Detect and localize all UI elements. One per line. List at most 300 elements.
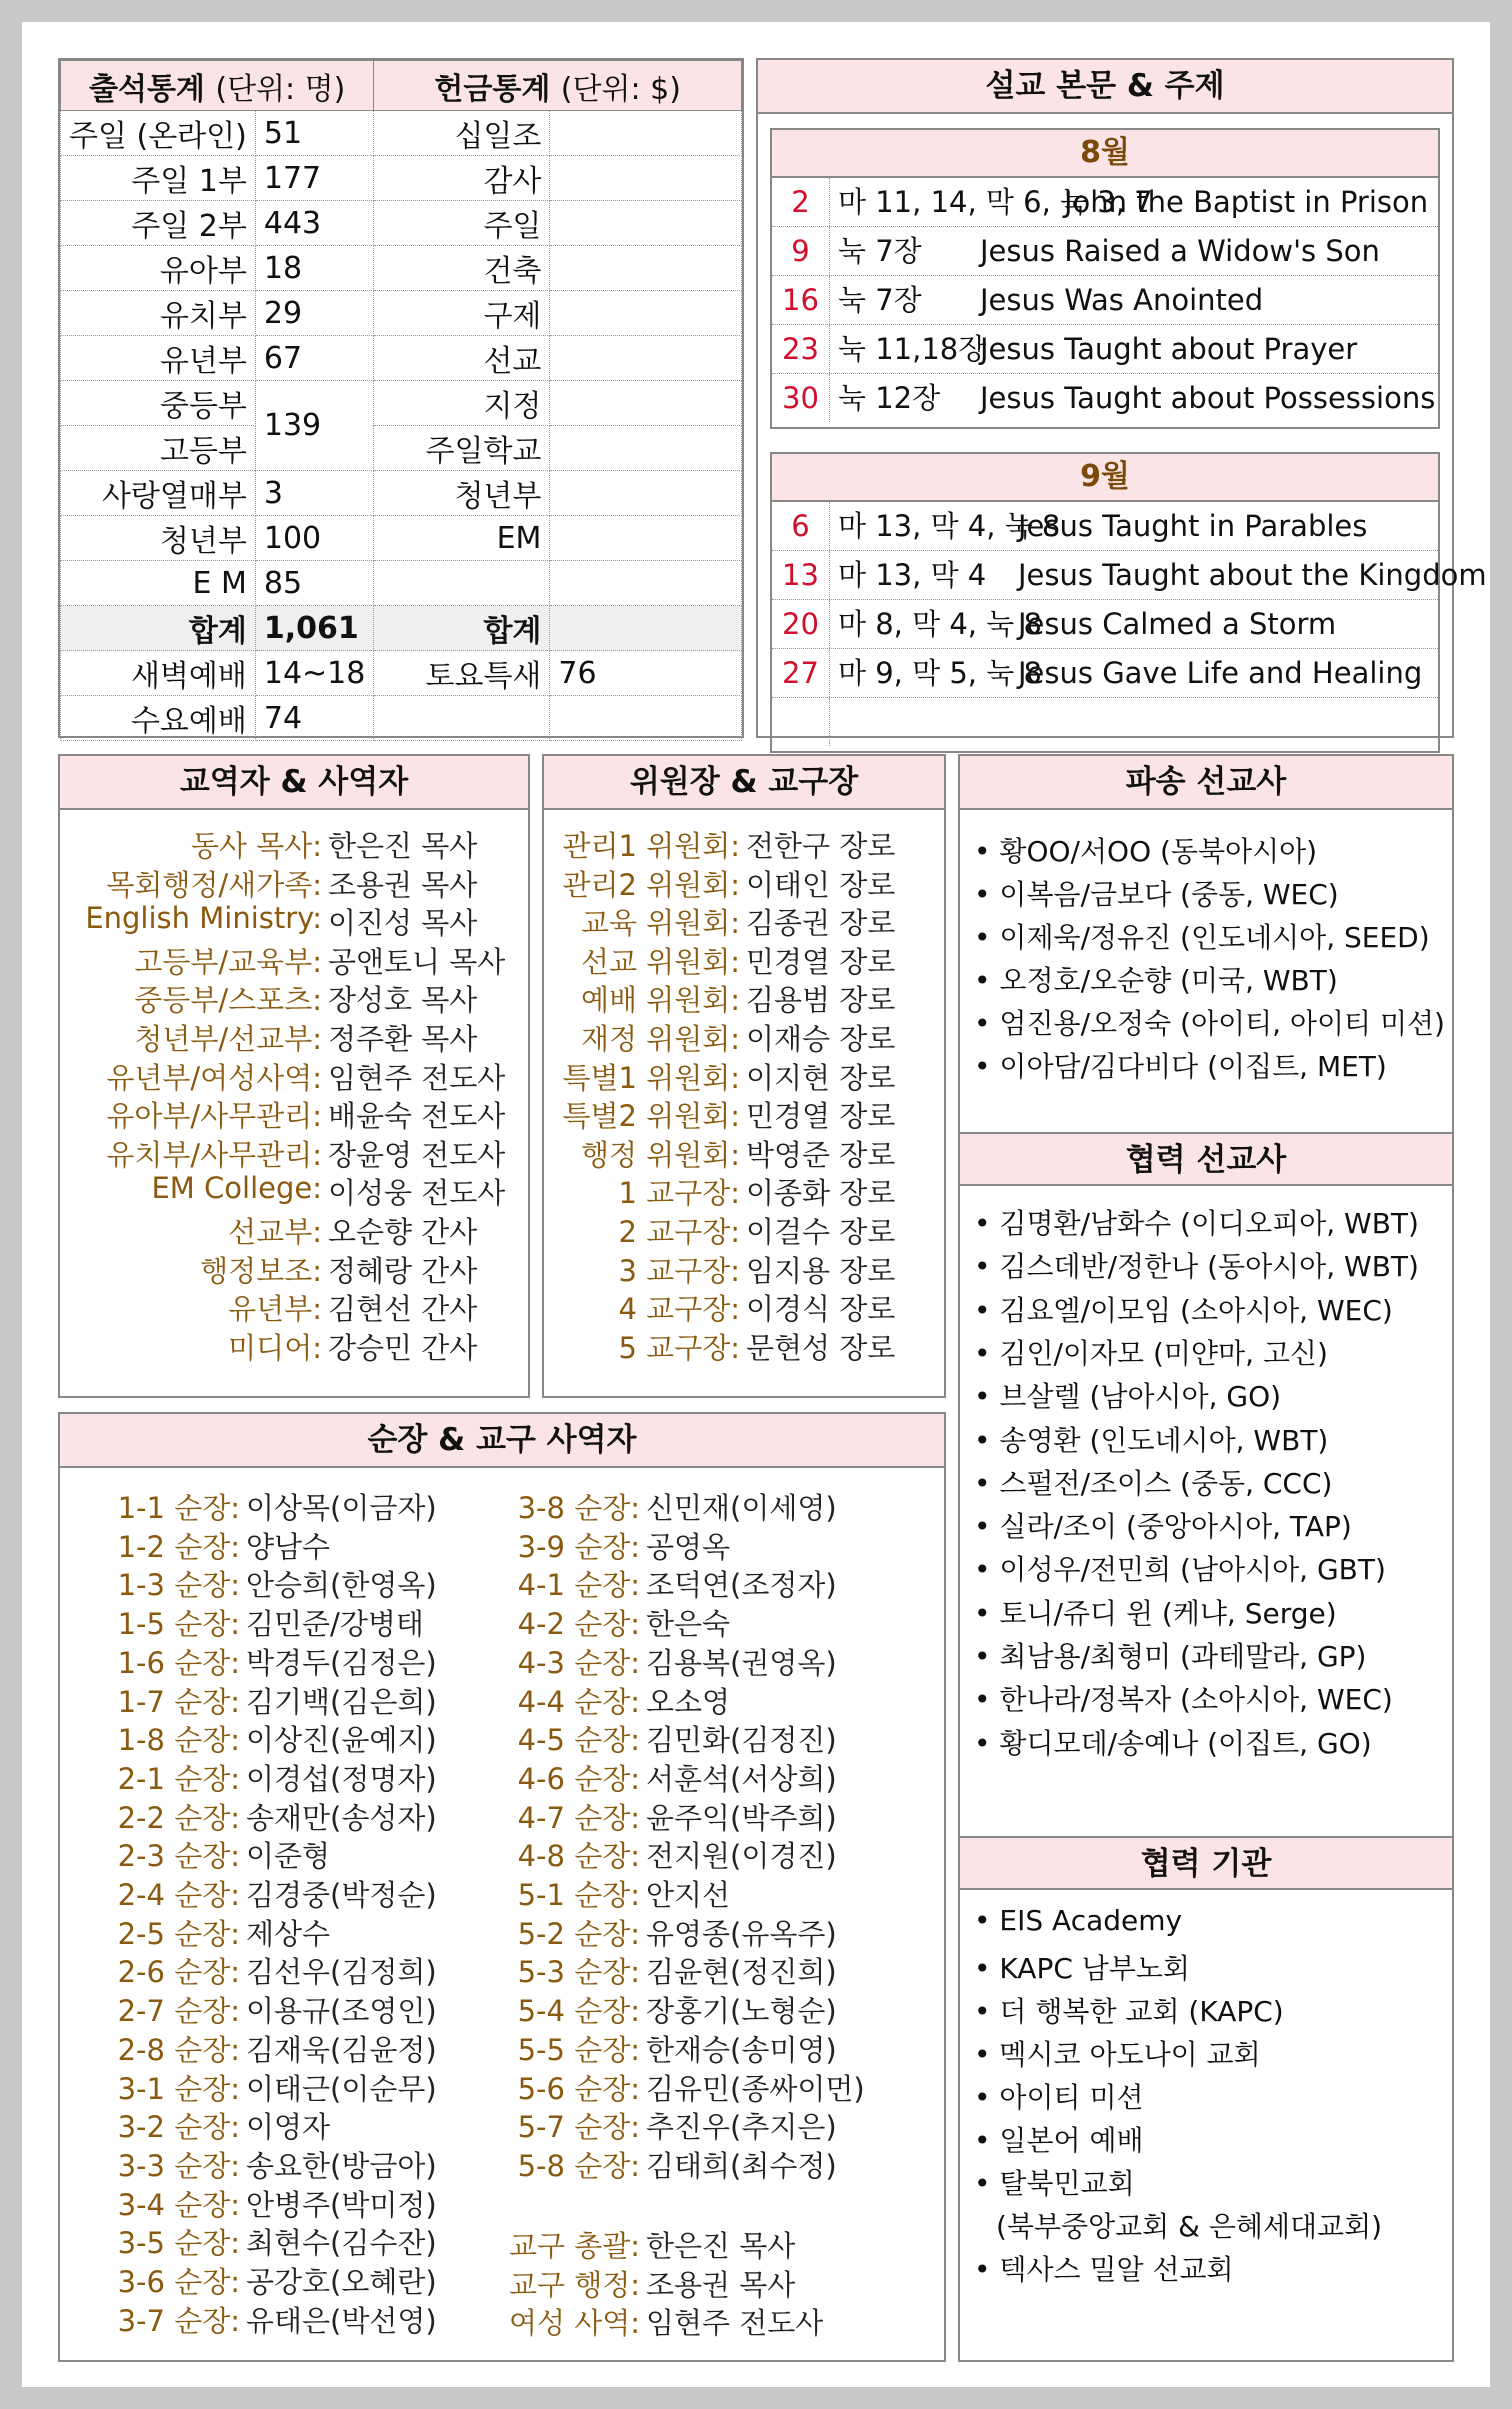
person-name: 안승희(한영옥) (246, 1568, 437, 1603)
partner-missionaries-title: 협력 선교사 (960, 1132, 1452, 1186)
bullet-icon: • (974, 2081, 1000, 2114)
person-name: 민경열 장로 (746, 1099, 896, 1134)
person-name: 이용규(조영인) (246, 1994, 437, 2029)
attendance-label: 주일 (온라인) (61, 111, 256, 156)
person-name: 민경열 장로 (746, 944, 896, 979)
list-item (974, 1678, 1393, 1718)
offering-value (550, 471, 742, 516)
person-name: 문현성 장로 (746, 1330, 896, 1365)
list-item (974, 1548, 1386, 1588)
bullet-icon: • (974, 1207, 1000, 1240)
person-name: 공영옥 (646, 1529, 731, 1564)
sermon-row (772, 649, 1438, 698)
staff-title: 교역자 & 사역자 (60, 756, 528, 810)
bullet-icon: • (974, 1510, 1000, 1544)
role-label: 1-5 순장: (117, 1607, 240, 1642)
cell-leaders-title: 순장 & 교구 사역자 (60, 1414, 944, 1468)
attendance-label: 주일 1부 (61, 156, 256, 201)
bullet-icon: • (974, 1553, 1000, 1587)
list-item (974, 2248, 1234, 2288)
role-label: 4-6 순장: (517, 1761, 640, 1796)
sermon-topic: Jesus Calmed a Storm (1018, 607, 1337, 641)
role-label: 3-3 순장: (117, 2148, 240, 2183)
partner-orgs-title: 협력 기관 (960, 1836, 1452, 1890)
person-name: 김민화(김정진) (646, 1723, 837, 1758)
attendance-value: 100 (255, 516, 373, 561)
attendance-total-value: 1,061 (255, 606, 373, 651)
person-name: 김현선 간사 (328, 1292, 478, 1327)
role-label: 2-4 순장: (117, 1878, 240, 1912)
attendance-value: 85 (255, 561, 373, 606)
list-item (974, 873, 1339, 913)
bullet-icon: • (974, 1596, 1000, 1630)
list-item-text: EIS Academy (999, 1904, 1183, 1937)
list-item-text: 이아담/김다비다 (이집트, MET) (999, 1050, 1387, 1083)
attendance-label: 사랑열매부 (61, 471, 256, 516)
sermon-date: 9 (772, 227, 830, 275)
sermon-date: 23 (772, 325, 830, 373)
role-label: 미디어: (228, 1330, 322, 1365)
sermon-topic: Jesus Raised a Widow's Son (980, 234, 1380, 268)
role-label: 1-1 순장: (117, 1491, 240, 1525)
list-item (974, 1990, 1284, 2030)
bullet-icon: • (974, 1423, 1000, 1457)
statistics-table (60, 60, 742, 741)
person-name: 한재승(송미영) (646, 2032, 837, 2067)
role-label: 3-5 순장: (117, 2226, 240, 2261)
bullet-icon: • (974, 1336, 1000, 1370)
person-name: 정혜랑 간사 (328, 1253, 478, 1288)
offering-value (550, 426, 742, 471)
role-label: 3-8 순장: (517, 1491, 640, 1525)
role-label: 2-3 순장: (117, 1839, 240, 1874)
offering-value (550, 201, 742, 246)
list-item-text: 송영환 (인도네시아, WBT) (999, 1423, 1329, 1457)
list-item-text: 황디모데/송예나 (이집트, GO) (999, 1726, 1372, 1760)
role-label: 특별2 위원회: (562, 1099, 740, 1134)
role-label: 4-2 순장: (517, 1607, 640, 1642)
offering-value (550, 336, 742, 381)
list-item-text: 이성우/전민희 (남아시아, GBT) (999, 1553, 1386, 1587)
role-label: 5-3 순장: (517, 1955, 640, 1990)
person-name: 김용복(권영옥) (646, 1645, 837, 1680)
sermon-passage: 눅 11,18장 (838, 332, 987, 366)
offering-value (550, 246, 742, 291)
attendance-label: 중등부 (61, 381, 256, 426)
person-name: 공강호(오혜란) (246, 2265, 437, 2299)
list-item (974, 1635, 1366, 1675)
person-name: 김용범 장로 (746, 983, 896, 1018)
sermon-row (772, 178, 1438, 227)
attendance-value: 29 (255, 291, 373, 336)
list-item (974, 1419, 1328, 1459)
bullet-icon: • (974, 878, 1000, 911)
role-label: 재정 위원회: (580, 1022, 740, 1056)
person-name: 안지선 (646, 1878, 731, 1912)
role-label: 동사 목사: (190, 829, 322, 863)
person-name: 김종권 장로 (746, 906, 896, 941)
list-item (974, 830, 1317, 870)
list-item-text: 김스데반/정한나 (동아시아, WBT) (999, 1250, 1419, 1284)
list-item-text: 브살렐 (남아시아, GO) (999, 1380, 1282, 1414)
person-name: 김경중(박정순) (246, 1878, 437, 1912)
role-label: 4-8 순장: (517, 1839, 640, 1874)
attendance-total-label: 합계 (61, 606, 256, 651)
person-name: 이종화 장로 (746, 1176, 896, 1211)
role-label: 교구 행정: (508, 2267, 640, 2302)
list-item-text: (북부중앙교회 & 은혜세대교회) (996, 2210, 1383, 2243)
person-name: 조용권 목사 (328, 867, 478, 902)
list-item (974, 1592, 1337, 1632)
sermon-topic: John the Baptist in Prison (1064, 185, 1429, 219)
dawn-service-label: 새벽예배 (61, 651, 256, 696)
person-name: 장윤영 전도사 (328, 1137, 506, 1172)
role-label: 4-4 순장: (517, 1684, 640, 1719)
attendance-value: 443 (255, 201, 373, 246)
role-label: 교육 위원회: (580, 906, 740, 941)
list-item-text: 김인/이자모 (미얀마, 고신) (999, 1336, 1328, 1370)
saturday-offering-value: 76 (550, 651, 742, 696)
offering-label: EM (374, 516, 550, 561)
person-name: 윤주익(박주희) (646, 1800, 837, 1835)
person-name: 이상목(이금자) (246, 1491, 437, 1525)
person-name: 임지용 장로 (746, 1253, 896, 1288)
role-label: 관리2 위원회: (562, 867, 740, 902)
role-label: 1 교구장: (618, 1176, 740, 1211)
role-label: 5 교구장: (618, 1330, 740, 1365)
list-item (974, 1375, 1281, 1415)
sermon-row (772, 551, 1487, 600)
bullet-icon: • (974, 1995, 1000, 2028)
list-item (974, 2162, 1135, 2202)
attendance-header: 출석통계 (단위: 명) (61, 61, 374, 111)
dawn-service-value: 14~18 (255, 651, 373, 696)
bullet-icon: • (974, 1050, 1000, 1083)
person-name: 김윤현(정진희) (646, 1955, 837, 1990)
person-name: 박영준 장로 (746, 1137, 896, 1172)
sermon-date: 6 (772, 502, 830, 550)
offering-header: 헌금통계 (단위: $) (374, 61, 742, 111)
offering-value (550, 381, 742, 426)
bullet-icon: • (974, 1293, 1000, 1327)
bullet-icon: • (974, 1466, 1000, 1500)
role-label: 1-3 순장: (117, 1568, 240, 1603)
person-name: 전지원(이경진) (646, 1839, 837, 1874)
list-item-text: 탈북민교회 (999, 2167, 1135, 2200)
offering-value (550, 156, 742, 201)
attendance-value: 18 (255, 246, 373, 291)
person-name: 서훈석(서상희) (646, 1761, 837, 1796)
person-name: 임현주 전도사 (328, 1060, 506, 1095)
sermon-topic: Jesus Taught about Prayer (980, 332, 1358, 366)
staff-box (58, 754, 530, 1398)
person-name: 한은숙 (646, 1607, 731, 1642)
person-name: 조용권 목사 (646, 2267, 796, 2302)
list-item (974, 916, 1430, 956)
role-label: 4-1 순장: (517, 1568, 640, 1603)
person-name: 이걸수 장로 (746, 1215, 896, 1249)
person-name: 강승민 간사 (328, 1330, 478, 1365)
role-label: EM College: (151, 1171, 322, 1206)
sermon-topic: Jesus Gave Life and Healing (1018, 656, 1423, 690)
offering-value (550, 111, 742, 156)
list-item (974, 1002, 1445, 1042)
bullet-icon: • (974, 1640, 1000, 1673)
person-name: 송재만(송성자) (246, 1800, 437, 1835)
list-item-text: 토니/쥬디 윈 (케냐, Serge) (999, 1596, 1337, 1630)
person-name: 전한구 장로 (746, 829, 896, 863)
role-label: 3-6 순장: (117, 2265, 240, 2299)
person-name: 이태근(이순무) (246, 2071, 437, 2106)
list-item-text: 실라/조이 (중앙아시아, TAP) (999, 1510, 1352, 1544)
role-label: 유년부: (228, 1292, 322, 1327)
list-item (974, 1505, 1352, 1545)
bullet-icon: • (974, 1007, 1000, 1040)
list-item-text: 오정호/오순향 (미국, WBT) (999, 964, 1338, 997)
sermon-row (772, 374, 1438, 423)
person-name: 이상진(윤예지) (246, 1723, 437, 1758)
month-title: 8월 (772, 130, 1438, 178)
person-name: 김재욱(김윤정) (246, 2032, 437, 2067)
role-label: 유치부/사무관리: (106, 1137, 322, 1172)
attendance-label: 유아부 (61, 246, 256, 291)
attendance-label: 주일 2부 (61, 201, 256, 246)
person-name: 이경섭(정명자) (246, 1761, 437, 1796)
person-name: 김태희(최수정) (646, 2148, 837, 2183)
saturday-offering-label: 토요특새 (374, 651, 550, 696)
person-name: 송요한(방금아) (246, 2148, 437, 2183)
role-label: 청년부/선교부: (134, 1022, 322, 1056)
person-name: 조덕연(조정자) (646, 1568, 837, 1603)
bullet-icon: • (974, 964, 1000, 997)
attendance-label: E M (61, 561, 256, 606)
offering-value (550, 291, 742, 336)
committee-title: 위원장 & 교구장 (544, 756, 944, 810)
sermon-date (772, 698, 830, 746)
list-item (974, 1947, 1190, 1987)
person-name: 유영종(유옥주) (646, 1916, 837, 1951)
sermon-date: 13 (772, 551, 830, 599)
role-label: 3-1 순장: (117, 2071, 240, 2106)
wednesday-service-value: 74 (255, 696, 373, 741)
missions-box (958, 754, 1454, 2362)
offering-total-value (550, 606, 742, 651)
person-name: 장홍기(노형순) (646, 1994, 837, 2029)
role-label: 2-5 순장: (117, 1916, 240, 1951)
person-name: 오소영 (646, 1684, 731, 1719)
list-item-text: KAPC 남부노회 (999, 1952, 1190, 1985)
cell-leaders-right-column (460, 1414, 940, 2354)
person-name: 장성호 목사 (328, 983, 478, 1018)
list-item (974, 1245, 1419, 1285)
person-name: 김유민(종싸이먼) (646, 2071, 865, 2106)
list-item-text: 김요엘/이모임 (소아시아, WEC) (999, 1293, 1393, 1327)
person-name: 김민준/강병태 (246, 1607, 424, 1642)
empty-cell (550, 561, 742, 606)
list-item-text: 아이티 미션 (999, 2081, 1144, 2114)
attendance-label: 고등부 (61, 426, 256, 471)
role-label: 2-8 순장: (117, 2032, 240, 2067)
person-name: 정주환 목사 (328, 1022, 478, 1056)
sermon-passage: 마 9, 막 5, 눅 8 (838, 656, 1042, 690)
offering-value (550, 516, 742, 561)
list-item (974, 1462, 1332, 1502)
list-item (974, 959, 1338, 999)
sermon-row (772, 502, 1438, 551)
bullet-icon: • (974, 835, 1000, 868)
role-label: 5-8 순장: (517, 2148, 640, 2183)
sermon-row (772, 276, 1438, 325)
person-name: 오순향 간사 (328, 1215, 478, 1249)
list-item (974, 1289, 1393, 1329)
role-label: 관리1 위원회: (562, 829, 740, 863)
sermon-passage: 마 8, 막 4, 눅 8 (838, 607, 1042, 641)
empty-cell (550, 696, 742, 741)
person-name: 안병주(박미정) (246, 2187, 437, 2222)
offering-label: 구제 (374, 291, 550, 336)
attendance-value: 67 (255, 336, 373, 381)
list-item-text: 텍사스 밀알 선교회 (999, 2253, 1234, 2286)
month-title: 9월 (772, 454, 1438, 502)
person-name: 이성웅 전도사 (328, 1176, 506, 1211)
person-name: 이태인 장로 (746, 867, 896, 902)
role-label: 5-1 순장: (517, 1878, 640, 1912)
sermon-passage: 마 11, 14, 막 6, 눅 3, 7 (838, 185, 1153, 219)
sermon-topic: Jesus Taught about the Kingdom (1018, 558, 1487, 592)
offering-label: 주일 (374, 201, 550, 246)
offering-label: 건축 (374, 246, 550, 291)
list-item (974, 2119, 1144, 2159)
attendance-label: 유년부 (61, 336, 256, 381)
list-item (974, 1904, 1182, 1937)
role-label: 1-6 순장: (117, 1645, 240, 1680)
role-label: 유년부/여성사역: (106, 1060, 322, 1095)
sermon-topic: Jesus Taught about Possessions (980, 381, 1436, 415)
role-label: 3-2 순장: (117, 2110, 240, 2145)
person-name: 이준형 (246, 1839, 331, 1874)
offering-label: 십일조 (374, 111, 550, 156)
role-label: 고등부/교육부: (134, 944, 322, 979)
person-name: 김선우(김정희) (246, 1955, 437, 1990)
person-name: 신민재(이세영) (646, 1491, 837, 1525)
list-item-text: 최남용/최형미 (과테말라, GP) (999, 1640, 1367, 1673)
sermon-month-august (770, 128, 1440, 429)
role-label: 2-6 순장: (117, 1955, 240, 1990)
role-label: 3-7 순장: (117, 2303, 240, 2338)
role-label: 4-5 순장: (517, 1723, 640, 1758)
bullet-icon: • (974, 2038, 1000, 2071)
list-item-text: 한나라/정복자 (소아시아, WEC) (999, 1683, 1393, 1717)
bullet-icon: • (974, 1952, 1000, 1985)
wednesday-service-label: 수요예배 (61, 696, 256, 741)
offering-label: 지정 (374, 381, 550, 426)
sermon-date: 20 (772, 600, 830, 648)
attendance-value: 177 (255, 156, 373, 201)
person-name: 한은진 목사 (328, 829, 478, 863)
person-name: 이재승 장로 (746, 1022, 896, 1056)
empty-cell (374, 561, 550, 606)
list-item-text: 멕시코 아도나이 교회 (999, 2038, 1261, 2071)
role-label: 2-2 순장: (117, 1800, 240, 1835)
role-label: 1-8 순장: (117, 1723, 240, 1758)
sermon-title: 설교 본문 & 주제 (758, 60, 1452, 114)
person-name: 박경두(김정은) (246, 1645, 437, 1680)
list-item-text: 황OO/서OO (동북아시아) (999, 835, 1318, 868)
role-label: 5-4 순장: (517, 1994, 640, 2029)
list-item (974, 2033, 1261, 2073)
bullet-icon: • (974, 1683, 1000, 1717)
statistics-box (58, 58, 744, 738)
attendance-value: 3 (255, 471, 373, 516)
role-label: 2-7 순장: (117, 1994, 240, 2029)
person-name: 이경식 장로 (746, 1292, 896, 1327)
sermon-date: 2 (772, 178, 830, 226)
sermon-topic: Jesus Was Anointed (980, 283, 1264, 317)
role-label: 4 교구장: (618, 1292, 740, 1327)
sent-missionaries-title: 파송 선교사 (960, 756, 1452, 810)
list-item-text: 일본어 예배 (999, 2124, 1144, 2157)
list-item-text: 엄진용/오정숙 (아이티, 아이티 미션) (999, 1007, 1445, 1040)
role-label: 5-7 순장: (517, 2110, 640, 2145)
role-label: 선교부: (228, 1215, 322, 1249)
role-label: 3-9 순장: (517, 1529, 640, 1564)
role-label: English Ministry: (85, 901, 322, 936)
bullet-icon: • (974, 921, 1000, 954)
role-label: 교구 총괄: (508, 2229, 640, 2263)
list-item-text: 더 행복한 교회 (KAPC) (999, 1995, 1284, 2028)
sermon-date: 30 (772, 374, 830, 422)
list-item-text: 이제욱/정유진 (인도네시아, SEED) (999, 921, 1430, 954)
sermon-box (756, 58, 1487, 738)
list-item (974, 1722, 1372, 1762)
list-item (974, 1332, 1328, 1372)
sermon-passage: 마 13, 막 4 (838, 558, 987, 592)
person-name: 이진성 목사 (328, 906, 478, 941)
bullet-icon: • (974, 2167, 1000, 2200)
role-label: 4-7 순장: (517, 1800, 640, 1835)
person-name: 김기백(김은희) (246, 1684, 437, 1719)
offering-label: 주일학교 (374, 426, 550, 471)
cell-leaders-box (58, 1412, 946, 2362)
role-label: 4-3 순장: (517, 1645, 640, 1680)
list-item (974, 1202, 1419, 1242)
bulletin-page (22, 22, 1490, 2387)
role-label: 5-5 순장: (517, 2032, 640, 2067)
person-name: 한은진 목사 (646, 2229, 796, 2263)
role-label: 1-2 순장: (117, 1529, 240, 1564)
person-name: 이지현 장로 (746, 1060, 896, 1095)
person-name: 제상수 (246, 1916, 331, 1951)
sermon-row (772, 227, 1438, 276)
person-name: 공앤토니 목사 (328, 944, 506, 979)
list-item-text: 스펄전/조이스 (중동, CCC) (999, 1466, 1333, 1500)
list-item (974, 1045, 1387, 1085)
sermon-month-september (770, 452, 1487, 753)
role-label: 2-1 순장: (117, 1761, 240, 1796)
empty-cell (374, 696, 550, 741)
role-label: 목회행정/새가족: (106, 867, 322, 902)
role-label: 중등부/스포츠: (134, 983, 322, 1018)
list-item-text: 김명환/남화수 (이디오피아, WBT) (999, 1207, 1419, 1240)
offering-total-label: 합계 (374, 606, 550, 651)
role-label: 2 교구장: (618, 1215, 740, 1249)
bullet-icon: • (974, 1380, 1000, 1414)
person-name: 임현주 전도사 (646, 2306, 824, 2341)
role-label: 여성 사역: (508, 2306, 640, 2341)
bullet-icon: • (974, 2253, 1000, 2286)
sermon-row (772, 325, 1438, 374)
list-item (974, 2076, 1144, 2116)
